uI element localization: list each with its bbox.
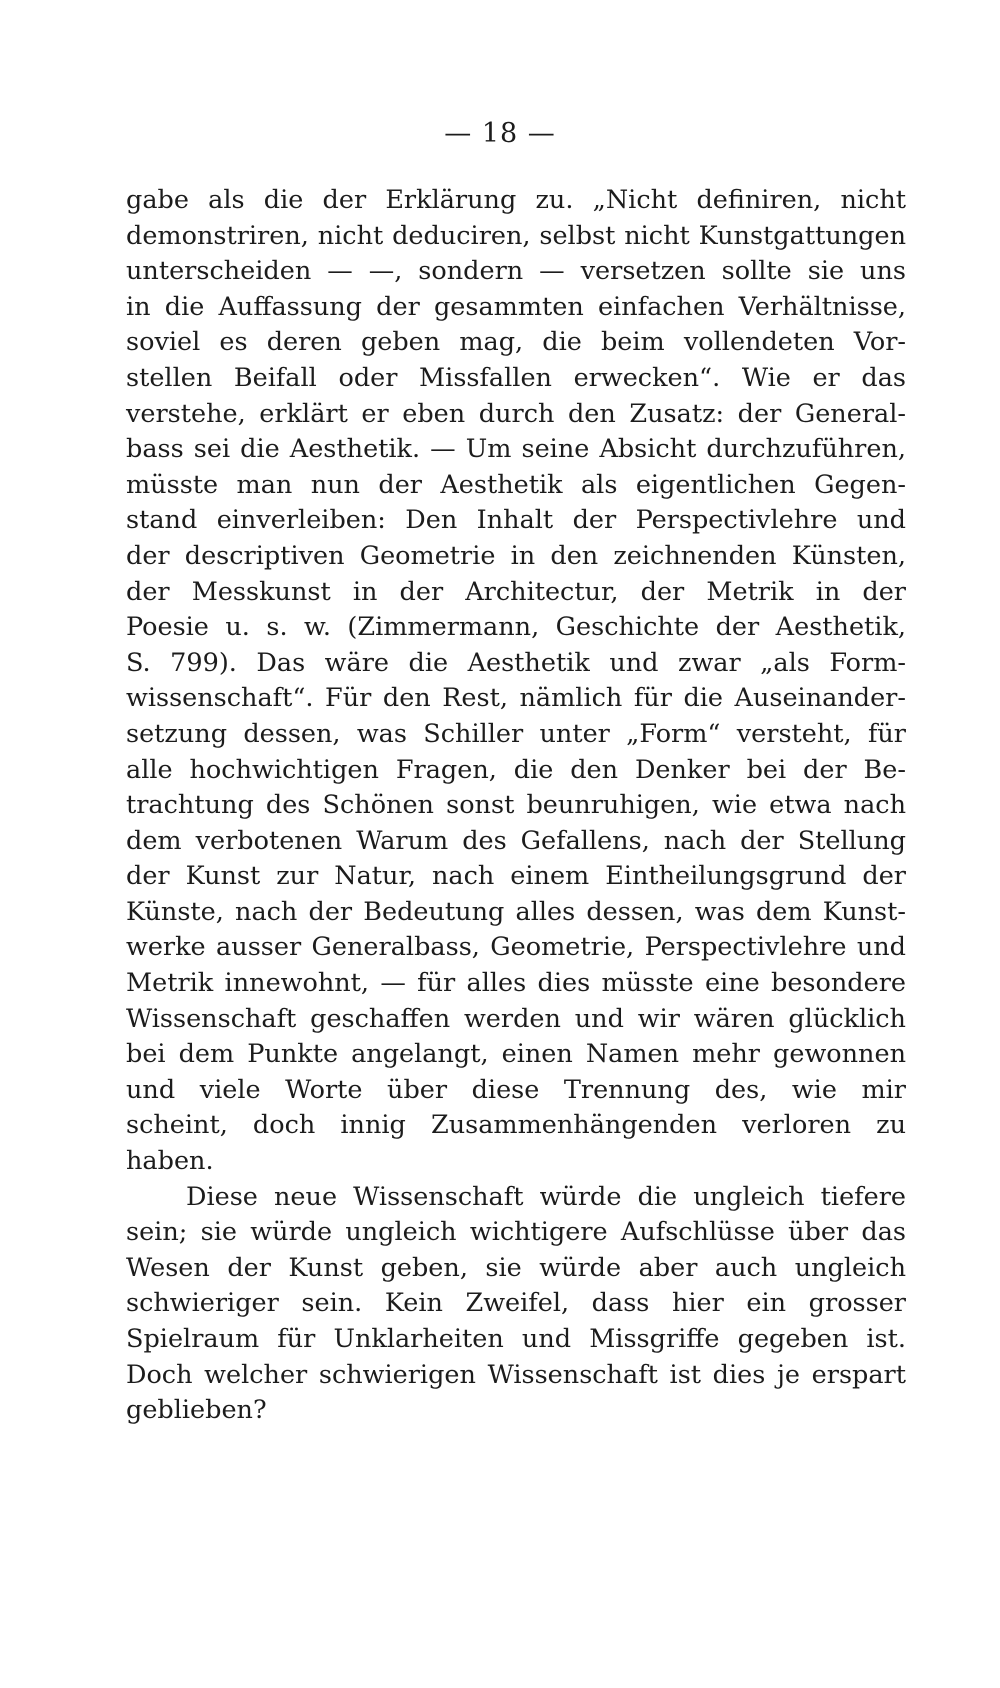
- text-line: Doch welcher schwierigen Wissenschaft ist dies je erspart: [126, 1359, 906, 1390]
- text-line: setzung dessen, was Schiller unter „Form“ versteht, für: [126, 718, 906, 749]
- text-line: in die Auffassung der gesammten einfachen Verhältnisse,: [126, 291, 906, 322]
- text-line: Künste, nach der Bedeutung alles dessen, was dem Kunst-: [126, 896, 906, 927]
- text-line: bei dem Punkte angelangt, einen Namen mehr gewonnen: [126, 1039, 906, 1070]
- text-line: soviel es deren geben mag, die beim vollendeten Vor-: [126, 327, 906, 358]
- page-number: — 18 —: [444, 118, 556, 149]
- text-line: bass sei die Aesthetik. — Um seine Absicht durchzuführen,: [126, 434, 906, 465]
- text-line: stellen Beifall oder Missfallen erwecken“. Wie er das: [126, 362, 906, 393]
- text-line: werke ausser Generalbass, Geometrie, Perspectivlehre und: [126, 932, 906, 963]
- text-line: S. 799). Das wäre die Aesthetik und zwar „als Form-: [126, 647, 906, 678]
- text-line: und viele Worte über diese Trennung des, wie mir: [126, 1074, 906, 1105]
- text-line: Wissenschaft geschaffen werden und wir wären glücklich: [126, 1003, 906, 1034]
- text-line: der Kunst zur Natur, nach einem Eintheilungsgrund der: [126, 861, 906, 892]
- text-line: haben.: [126, 1146, 214, 1177]
- text-line: Wesen der Kunst geben, sie würde aber auch ungleich: [126, 1252, 906, 1283]
- text-line: geblieben?: [126, 1395, 267, 1426]
- text-line: stand einverleiben: Den Inhalt der Perspectivlehre und: [126, 505, 906, 536]
- text-line: verstehe, erklärt er eben durch den Zusatz: der General-: [126, 398, 906, 429]
- paragraph-2: [126, 1180, 906, 1429]
- text-line: demonstriren, nicht deduciren, selbst nicht Kunstgattungen: [126, 220, 906, 251]
- text-line: müsste man nun der Aesthetik als eigentlichen Gegen-: [126, 469, 906, 500]
- text-line: alle hochwichtigen Fragen, die den Denker bei der Be-: [126, 754, 906, 785]
- text-line: scheint, doch innig Zusammenhängenden verloren zu: [126, 1110, 906, 1141]
- paragraph-1: [126, 183, 906, 1180]
- text-line: trachtung des Schönen sonst beunruhigen, wie etwa nach: [126, 790, 906, 821]
- text-line: dem verbotenen Warum des Gefallens, nach der Stellung: [126, 825, 906, 856]
- text-line: Spielraum für Unklarheiten und Missgriffe gegeben ist.: [126, 1324, 906, 1354]
- text-line: unterscheiden — —, sondern — versetzen sollte sie uns: [126, 256, 906, 287]
- text-line: Diese neue Wissenschaft würde die ungleich tiefere: [186, 1181, 906, 1212]
- body-text: [126, 183, 906, 1429]
- text-line: schwieriger sein. Kein Zweifel, dass hier ein grosser: [126, 1288, 906, 1319]
- text-line: der Messkunst in der Architectur, der Metrik in der: [126, 576, 906, 607]
- text-line: gabe als die der Erklärung zu. „Nicht definiren, nicht: [126, 185, 906, 215]
- text-line: sein; sie würde ungleich wichtigere Aufschlüsse über das: [126, 1217, 906, 1248]
- text-line: der descriptiven Geometrie in den zeichnenden Künsten,: [126, 540, 906, 571]
- text-line: Metrik innewohnt, — für alles dies müsste eine besondere: [126, 968, 906, 999]
- text-line: wissenschaft“. Für den Rest, nämlich für die Auseinander-: [126, 683, 906, 714]
- text-line: Poesie u. s. w. (Zimmermann, Geschichte der Aesthetik,: [126, 612, 906, 643]
